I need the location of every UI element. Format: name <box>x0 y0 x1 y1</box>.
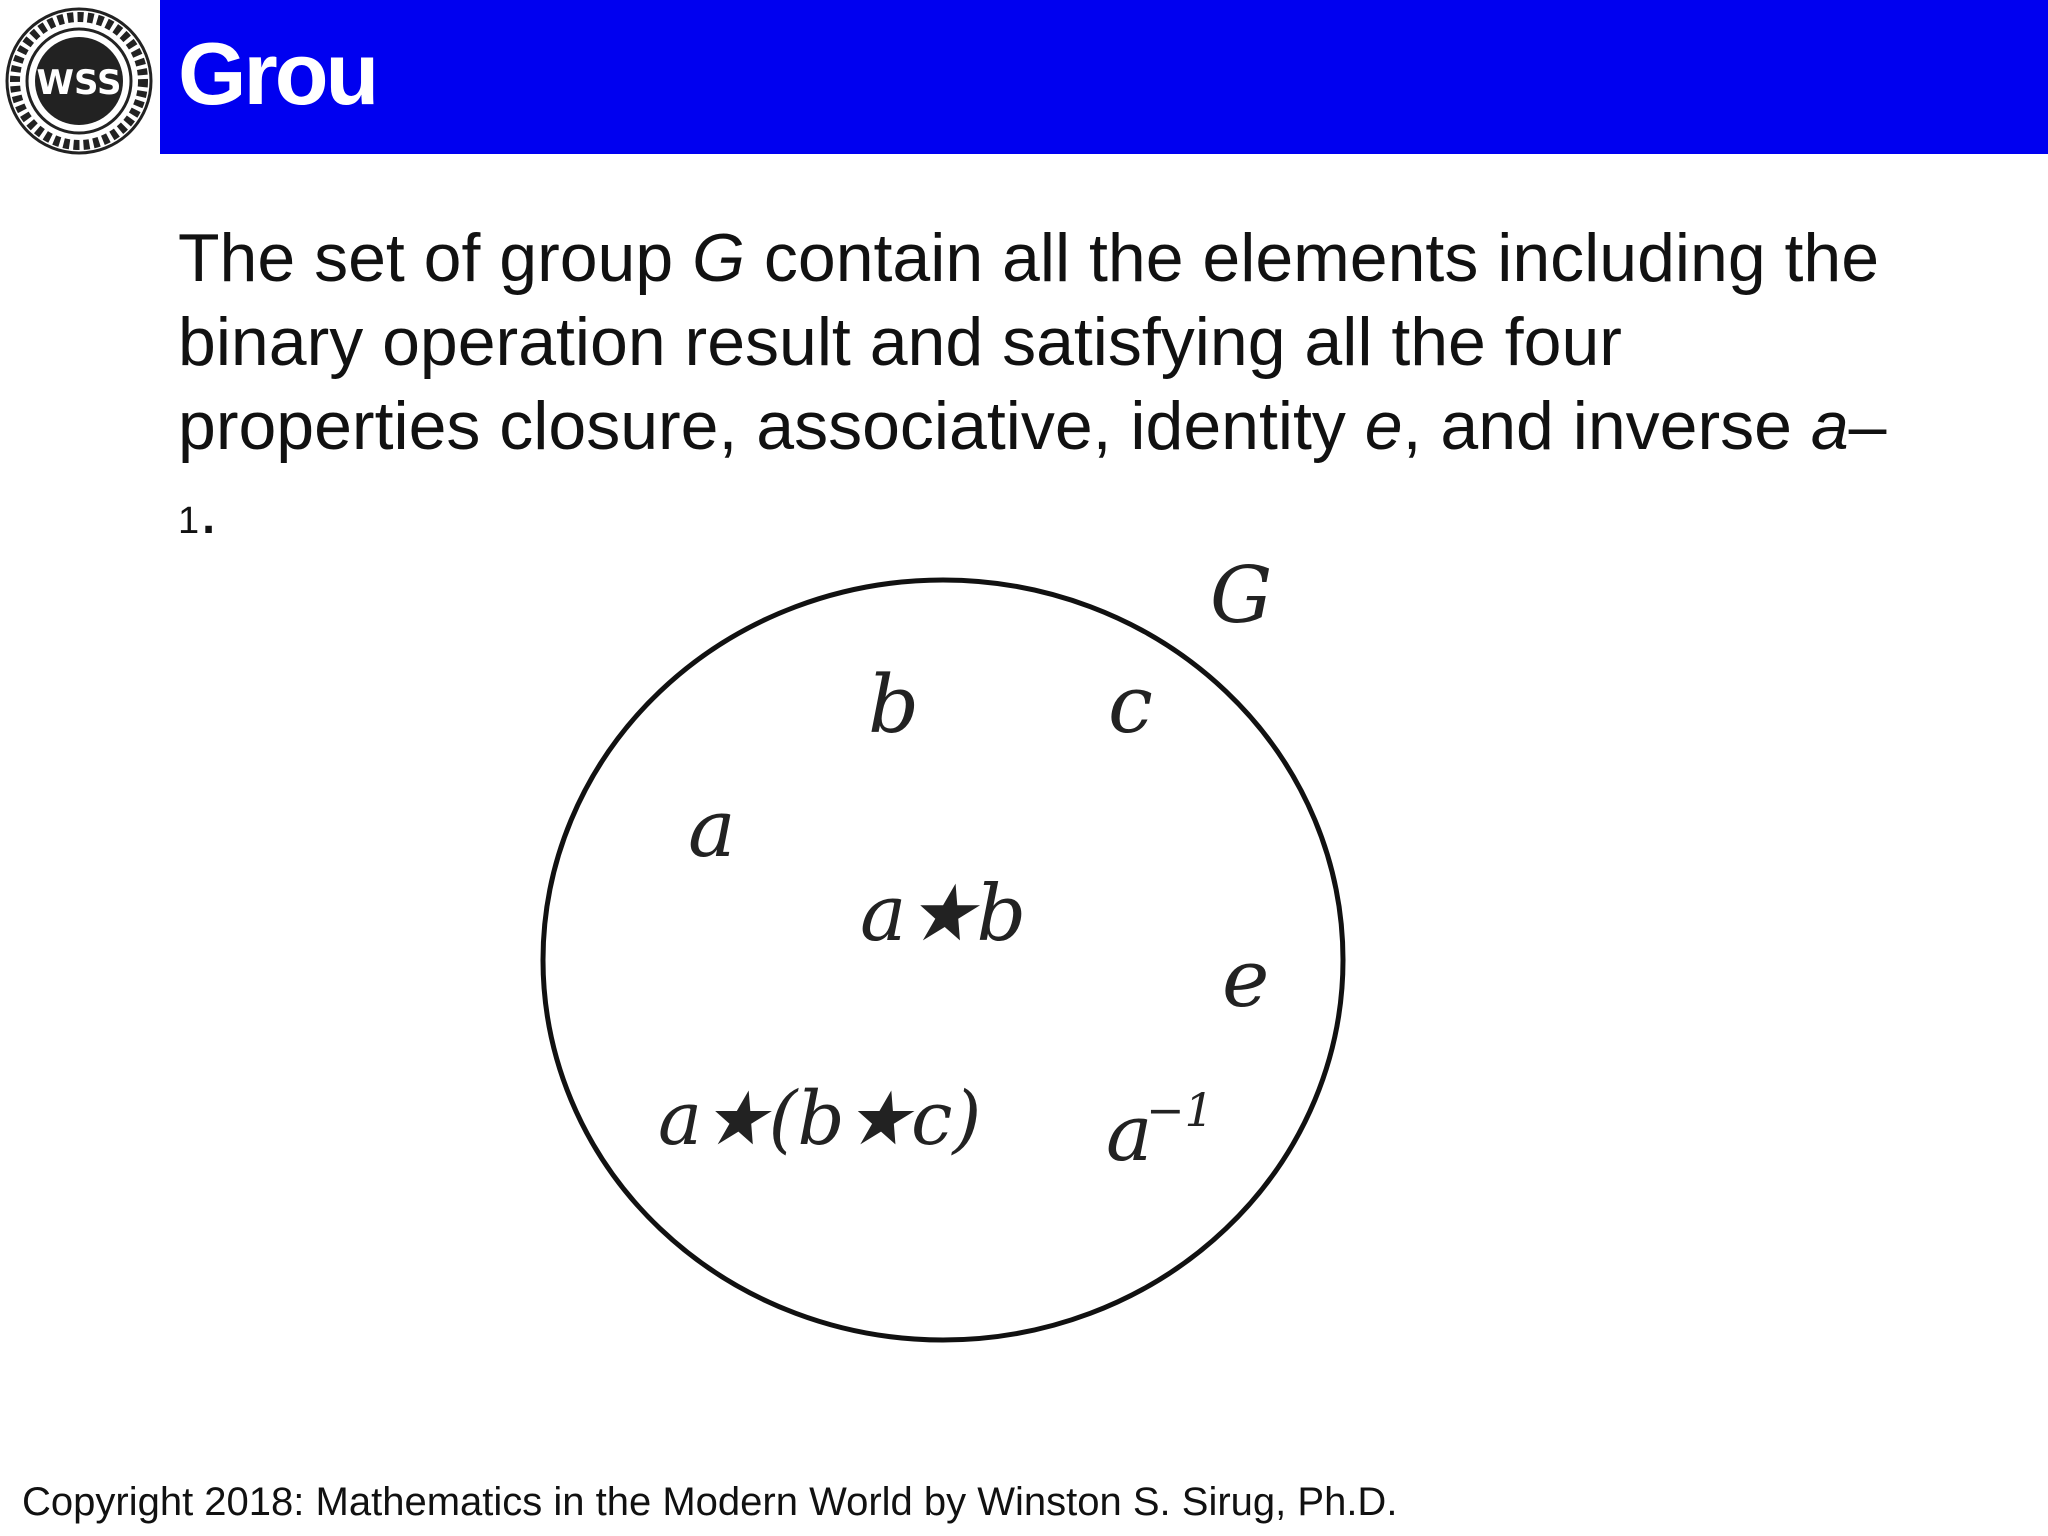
body-text-part3: , and inverse <box>1402 388 1811 464</box>
group-symbol: G <box>692 220 745 296</box>
copyright-footer: Copyright 2018: Mathematics in the Modern World by Winston S. Sirug, Ph.D. <box>22 1480 1398 1524</box>
group-set-diagram <box>530 560 1370 1380</box>
inverse-base: a <box>1810 388 1849 464</box>
element-a-inverse-exponent: −1 <box>1146 1083 1214 1137</box>
wss-seal-logo <box>4 6 154 156</box>
body-text-part2: contain all the elements including the binary operation result and satisfying all the four properties closure, associative, identity <box>178 220 1880 464</box>
title-bar <box>160 0 2048 154</box>
element-c: c <box>1108 658 1153 751</box>
inverse-exponent: 1 <box>178 500 200 542</box>
inverse-dash: – <box>1848 388 1887 464</box>
logo-lettering: WSS <box>36 63 122 103</box>
identity-symbol: e <box>1364 388 1403 464</box>
element-a-star-b: a★b <box>860 869 1027 959</box>
body-period: . <box>199 472 219 548</box>
element-e: e <box>1222 932 1270 1025</box>
element-a: a <box>688 782 736 875</box>
element-a-star-b-star-c: a★(b★c) <box>658 1076 982 1162</box>
slide-title: Grou <box>178 24 377 123</box>
set-label-g: G <box>1210 560 1273 641</box>
body-paragraph <box>178 216 1918 563</box>
body-text-part1: The set of group <box>178 220 693 296</box>
element-a-inverse: a <box>1106 1089 1153 1179</box>
element-b: b <box>868 658 920 751</box>
